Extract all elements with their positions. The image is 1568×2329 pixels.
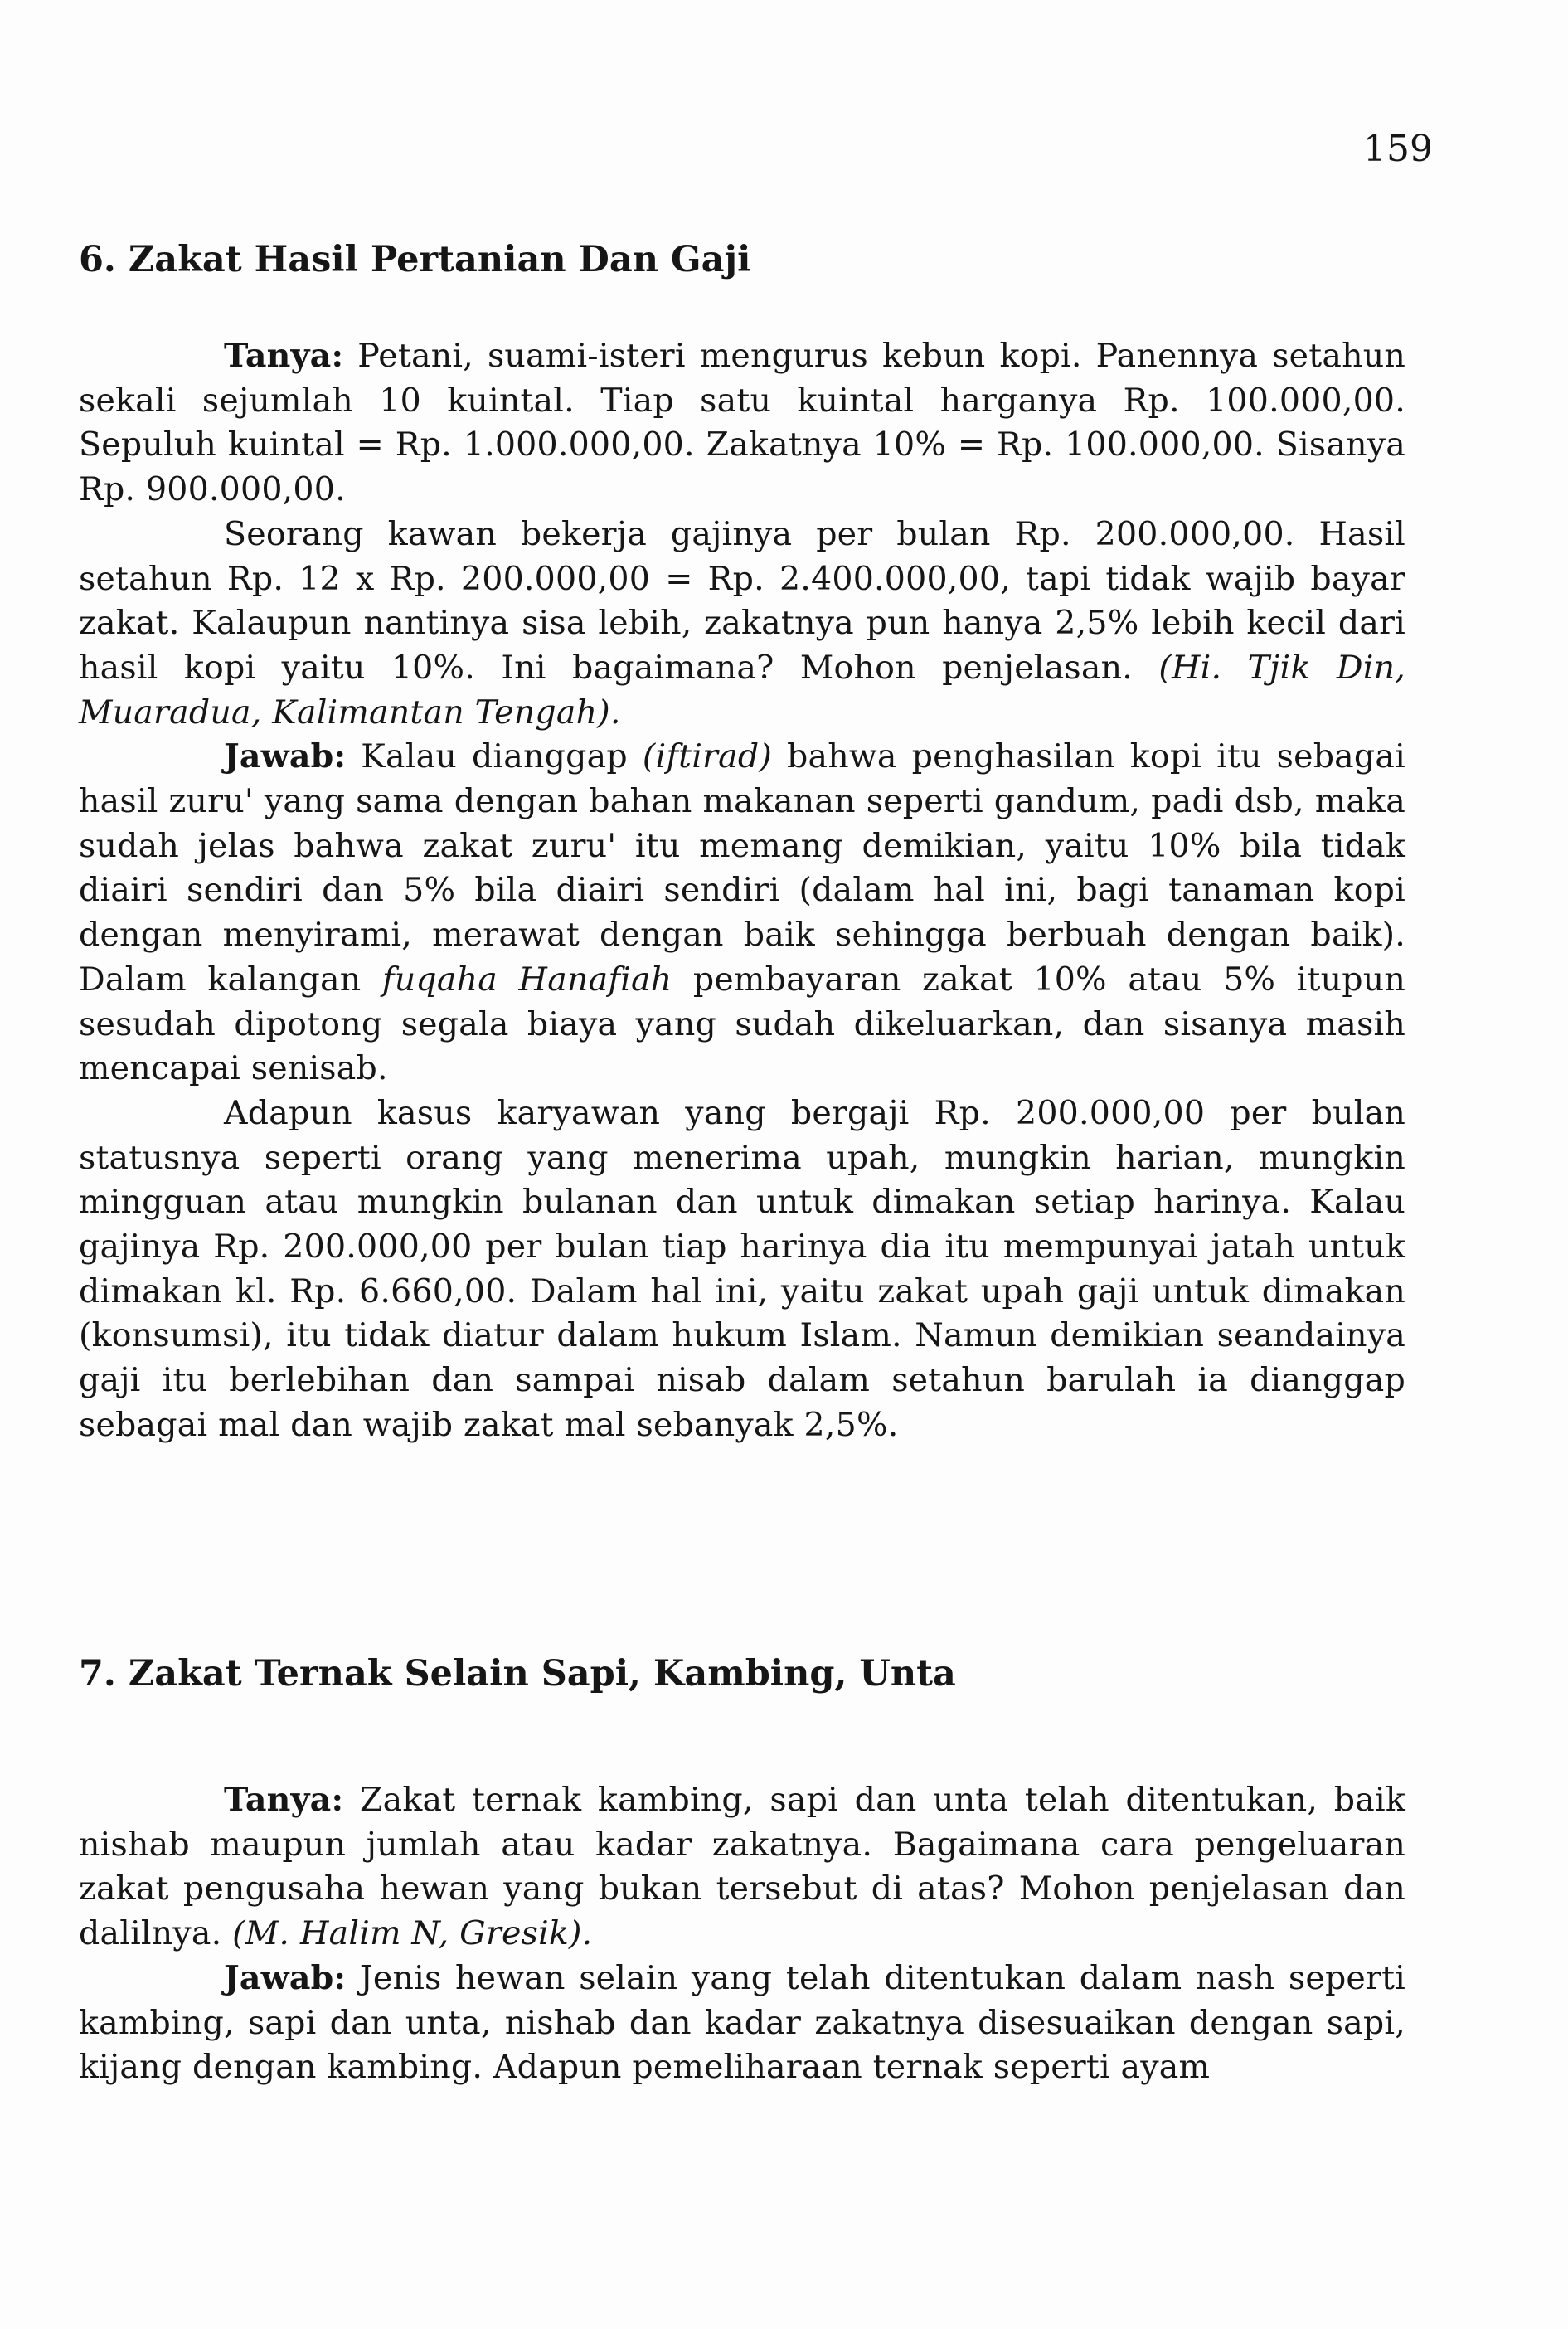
answer-label-2: Jawab:: [224, 1958, 347, 1997]
answer-paragraph-2: [79, 1092, 1405, 1448]
question-label: Tanya:: [224, 337, 344, 375]
answer-label: Jawab:: [224, 737, 347, 776]
answer-paragraph-3: [79, 1957, 1405, 2090]
question-label-2: Tanya:: [224, 1781, 344, 1819]
question-paragraph-3: [79, 1778, 1405, 1957]
term-iftirad: (iftirad): [642, 737, 772, 776]
questioner-source-2: (M. Halim N, Gresik).: [232, 1914, 593, 1953]
section-7-body: [79, 1778, 1405, 2090]
section-7-heading: 7. Zakat Ternak Selain Sapi, Kambing, Unta: [79, 1653, 956, 1694]
answer-text-3: pembayaran zakat 10% atau 5% itupun sesudah dipotong segala biaya yang sudah dikeluarkan, dan sisanya masih mencapai senisab.: [79, 960, 1405, 1088]
page-number: 159: [1363, 128, 1433, 170]
question-text-3: Zakat ternak kambing, sapi dan unta telah ditentukan, baik nishab maupun jumlah atau kadar zakatnya. Bagaimana cara pengeluaran zakat pengusaha hewan yang bukan tersebut di atas? Mohon penjelasan dan dalilnya.: [79, 1781, 1405, 1953]
question-paragraph: [79, 334, 1405, 513]
answer-paragraph: [79, 735, 1405, 1092]
answer-text-2: bahwa penghasilan kopi itu sebagai hasil zuru' yang sama dengan bahan makanan seperti gandum, padi dsb, maka sudah jelas bahwa zakat zuru' itu memang demikian, yaitu 10% bila tidak diairi sendiri dan 5% bila diairi sendiri (dalam hal ini, bagi tanaman kopi dengan menyirami, merawat dengan baik sehingga berbuah dengan baik). Dalam kalangan: [79, 737, 1406, 999]
answer-text-4: Adapun kasus karyawan yang bergaji Rp. 200.000,00 per bulan statusnya seperti orang yang menerima upah, mungkin harian, mungkin mingguan atau mungkin bulanan dan untuk dimakan setiap harinya. Kalau gajinya Rp. 200.000,00 per bulan tiap harinya dia itu mempunyai jatah untuk dimakan kl. Rp. 6.660,00. Dalam hal ini, yaitu zakat upah gaji untuk dimakan (konsumsi), itu tidak diatur dalam hukum Islam. Namun demikian seandainya gaji itu berlebihan dan sampai nisab dalam setahun barulah ia dianggap sebagai mal dan wajib zakat mal sebanyak 2,5%.: [79, 1093, 1405, 1444]
question-text-2: Seorang kawan bekerja gajinya per bulan Rp. 200.000,00. Hasil setahun Rp. 12 x Rp. 200.000,00 = Rp. 2.400.000,00, tapi tidak wajib bayar zakat. Kalaupun nantinya sisa lebih, zakatnya pun hanya 2,5% lebih kecil dari hasil kopi yaitu 10%. Ini bagaimana? Mohon penjelasan.: [79, 514, 1405, 687]
section-6-heading: 6. Zakat Hasil Pertanian Dan Gaji: [79, 239, 751, 280]
answer-text-5: Jenis hewan selain yang telah ditentukan dalam nash seperti kambing, sapi dan unta, nishab dan kadar zakatnya disesuaikan dengan sapi, kijang dengan kambing. Adapun pemeliharaan ternak seperti ayam: [79, 1958, 1405, 2087]
term-fuqaha-hanafiah: fuqaha Hanafiah: [381, 960, 672, 999]
answer-text-1: Kalau dianggap: [361, 737, 628, 776]
question-text: Petani, suami-isteri mengurus kebun kopi. Panennya setahun sekali sejumlah 10 kuintal. Tiap satu kuintal harganya Rp. 100.000,00. Sepuluh kuintal = Rp. 1.000.000,00. Zakatnya 10% = Rp. 100.000,00. Sisanya Rp. 900.000,00.: [79, 337, 1405, 509]
question-paragraph-2: [79, 513, 1405, 736]
questioner-source: (Hi. Tjik Din, Muaradua, Kalimantan Tengah).: [79, 648, 1405, 732]
section-6-body: [79, 334, 1405, 1448]
